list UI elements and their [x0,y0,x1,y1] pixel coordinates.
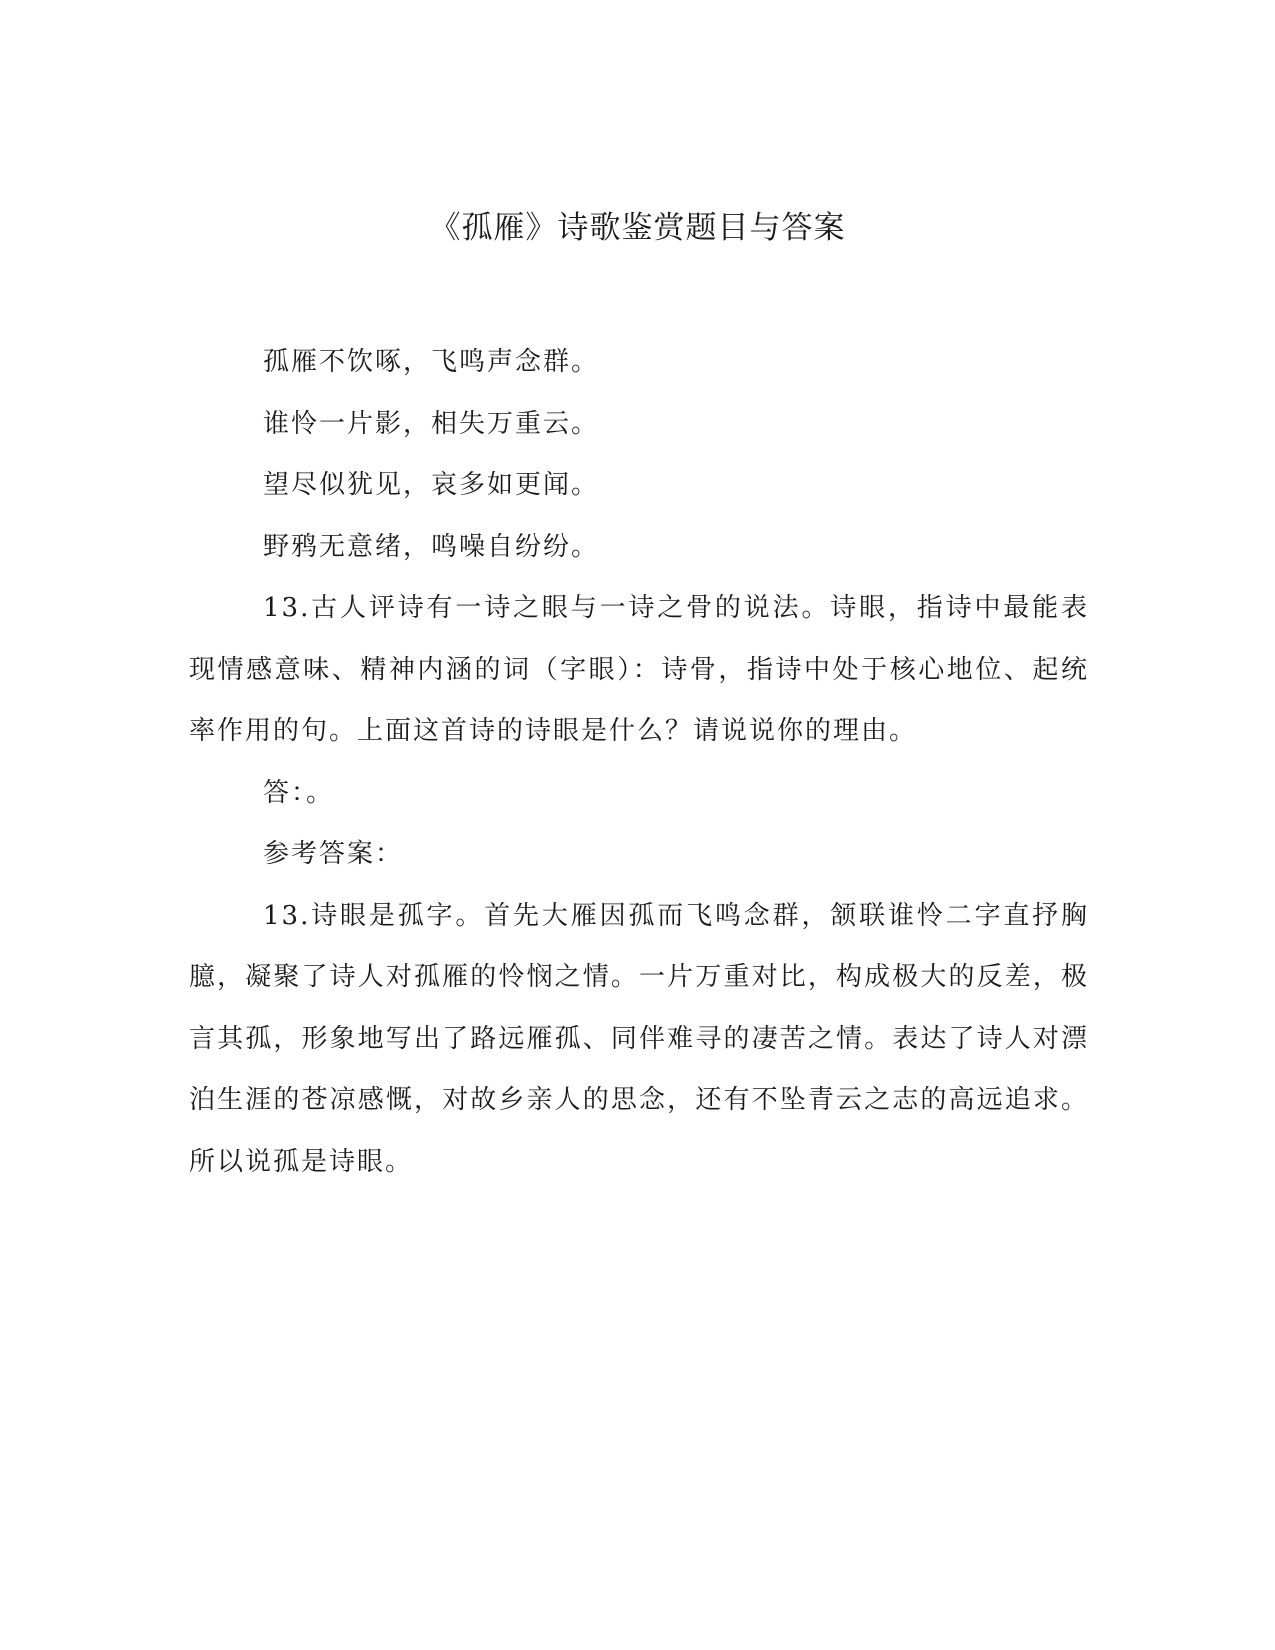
question-13: 13.古人评诗有一诗之眼与一诗之骨的说法。诗眼，指诗中最能表现情感意味、精神内涵的词（字眼）：诗骨，指诗中处于核心地位、起统率作用的句。上面这首诗的诗眼是什么？请说说你的理由。 [189,593,1089,746]
poem-line-3: 望尽似犹见，哀多如更闻。 [263,470,600,500]
poem-line-1: 孤雁不饮啄，飞鸣声念群。 [263,347,600,377]
reference-answer-label: 参考答案： [263,839,404,869]
reference-answer-13: 13.诗眼是孤字。首先大雁因孤而飞鸣念群，颔联谁怜二字直抒胸臆，凝聚了诗人对孤雁的怜悯之情。一片万重对比，构成极大的反差，极言其孤，形象地写出了路远雁孤、同伴难寻的凄苦之情。表达了诗人对漂泊生涯的苍凉感慨，对故乡亲人的思念，还有不坠青云之志的高远追求。所以说孤是诗眼。 [189,900,1089,1177]
poem-line-4: 野鸦无意绪，鸣噪自纷纷。 [263,531,600,562]
poem-line-2: 谁怜一片影，相失万重云。 [263,408,600,439]
page-title: 《孤雁》诗歌鉴赏题目与答案 [429,210,846,246]
document-body [189,332,1089,1193]
answer-prompt: 答：。 [263,777,335,808]
